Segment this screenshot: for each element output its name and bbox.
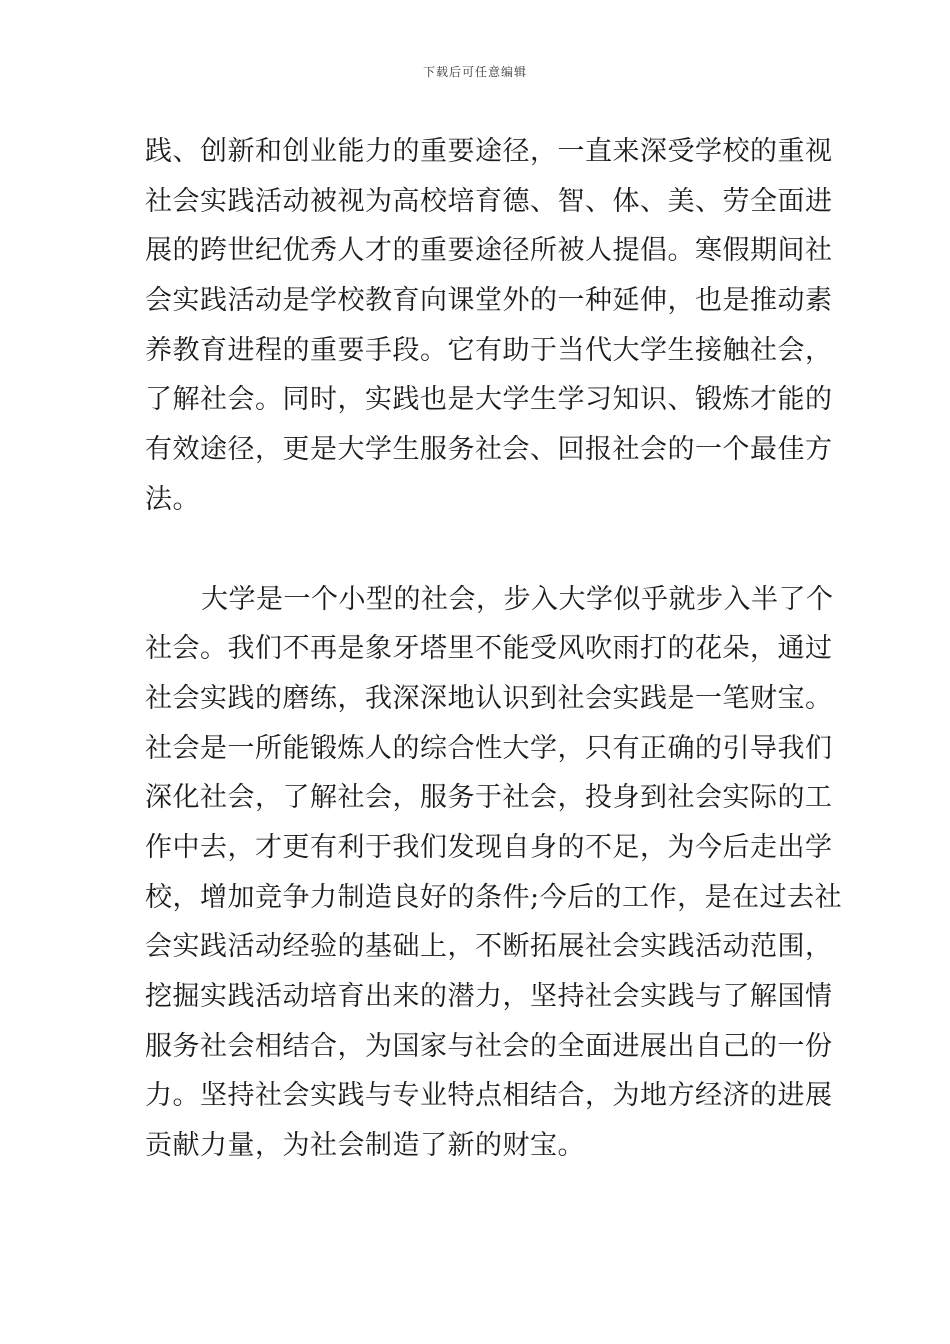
- paragraph-line: 作中去，才更有利于我们发现自身的不足，为今后走出学: [145, 831, 833, 863]
- paragraph-line: 会实践活动经验的基础上，不断拓展社会实践活动范围，: [145, 931, 833, 963]
- paragraph-line: 法。: [145, 483, 200, 515]
- paragraph-line: 社会实践的磨练，我深深地认识到社会实践是一笔财宝。: [145, 682, 833, 714]
- paragraph-line: 大学是一个小型的社会，步入大学似乎就步入半了个: [201, 583, 834, 615]
- page-header: 下载后可任意编辑: [422, 65, 527, 79]
- paragraph-line: 践、创新和创业能力的重要途径，一直来深受学校的重视: [145, 136, 833, 167]
- paragraph-1: [145, 127, 833, 525]
- paragraph-line: 养教育进程的重要手段。它有助于当代大学生接触社会，: [145, 334, 833, 366]
- paragraph-line: 挖掘实践活动培育出来的潜力，坚持社会实践与了解国情: [145, 981, 833, 1012]
- paragraph-line: 社会实践活动被视为高校培育德、智、体、美、劳全面进: [145, 185, 833, 217]
- paragraph-line: 会实践活动是学校教育向课堂外的一种延伸，也是推动素: [145, 285, 833, 317]
- paragraph-line: 贡献力量，为社会制造了新的财宝。: [145, 1130, 585, 1162]
- document-body: [145, 127, 843, 1171]
- paragraph-2: [145, 575, 843, 1171]
- paragraph-line: 力。坚持社会实践与专业特点相结合，为地方经济的进展: [145, 1080, 833, 1112]
- paragraph-line: 社会。我们不再是象牙塔里不能受风吹雨打的花朵，通过: [145, 633, 833, 665]
- paragraph-line: 了解社会。同时，实践也是大学生学习知识、锻炼才能的: [145, 384, 833, 416]
- paragraph-gap: [145, 525, 807, 575]
- paragraph-line: 有效途径，更是大学生服务社会、回报社会的一个最佳方: [145, 434, 833, 466]
- paragraph-line: 社会是一所能锻炼人的综合性大学，只有正确的引导我们: [145, 732, 833, 764]
- paragraph-line: 展的跨世纪优秀人才的重要途径所被人提倡。寒假期间社: [145, 235, 833, 267]
- paragraph-line: 服务社会相结合，为国家与社会的全面进展出自己的一份: [145, 1030, 833, 1062]
- paragraph-line: 校，增加竞争力制造良好的条件;今后的工作，是在过去社: [145, 881, 843, 913]
- paragraph-line: 深化社会，了解社会，服务于社会，投身到社会实际的工: [145, 782, 833, 814]
